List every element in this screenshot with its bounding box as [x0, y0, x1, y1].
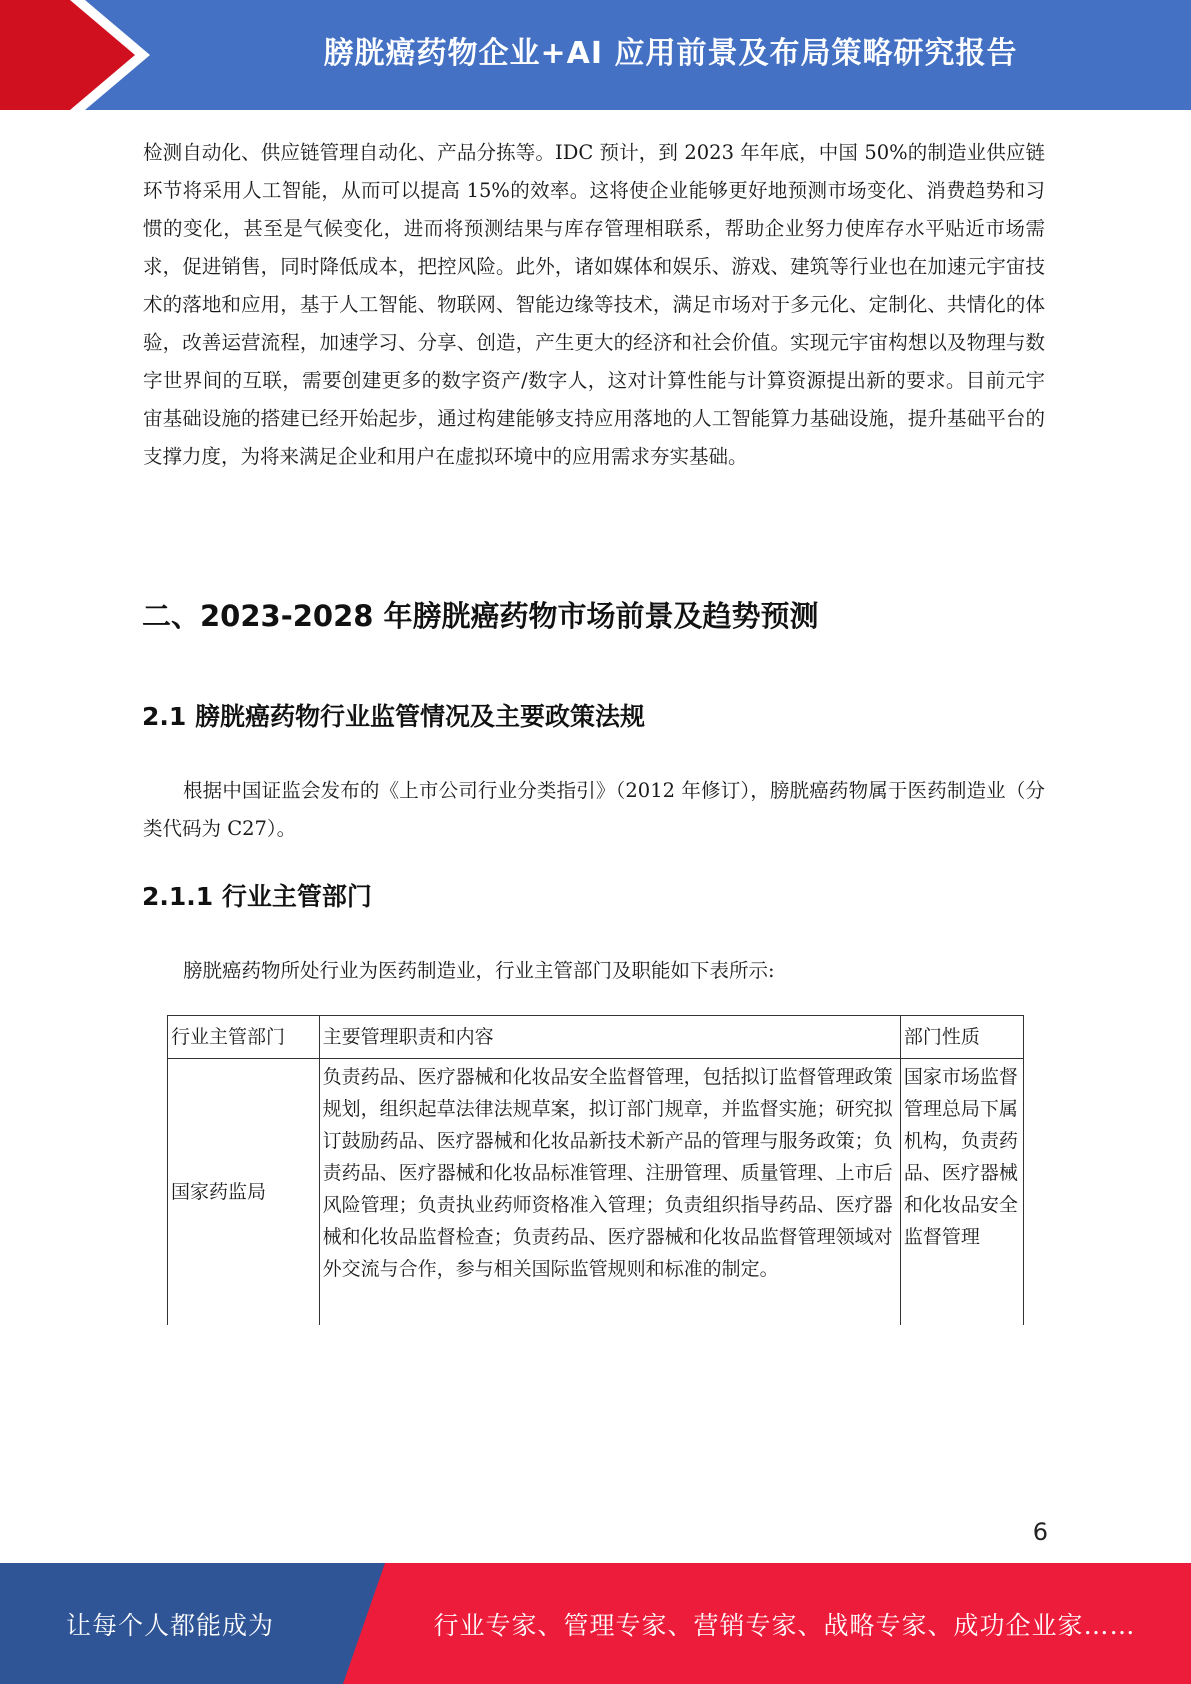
report-footer [0, 1563, 1191, 1684]
subsub-paragraph: 膀胱癌药物所处行业为医药制造业，行业主管部门及职能如下表所示: [183, 959, 775, 982]
table-row [168, 1059, 1024, 1326]
page-number: 6 [1032, 1518, 1048, 1546]
table-cell-duties: 负责药品、医疗器械和化妆品安全监督管理，包括拟订监督管理政策规划，组织起草法律法规草案，拟订部门规章，并监督实施；研究拟订鼓励药品、医疗器械和化妆品新技术新产品的管理与服务政策；负责药品、医疗器械和化妆品标准管理、注册管理、质量管理、上市后风险管理；负责执业药师资格准入管理；负责组织指导药品、医疗器械和化妆品监督检查；负责药品、医疗器械和化妆品监督管理领域对外交流与合作，参与相关国际监管规则和标准的制定。 [319, 1059, 900, 1326]
table-header-dept: 行业主管部门 [168, 1016, 320, 1059]
intro-paragraph: 检测自动化、供应链管理自动化、产品分拣等。IDC 预计，到 2023 年年底，中国 50%的制造业供应链环节将采用人工智能，从而可以提高 15%的效率。这将使企业能够更好地预测市场变化、消费趋势和习惯的变化，甚至是气候变化，进而将预测结果与库存管理相联系，帮助企业努力使库存水平贴近市场需求，促进销售，同时降低成本，把控风险。此外，诸如媒体和娱乐、游戏、建筑等行业也在加速元宇宙技术的落地和应用，基于人工智能、物联网、智能边缘等技术，满足市场对于多元化、定制化、共情化的体验，改善运营流程，加速学习、分享、创造，产生更大的经济和社会价值。实现元宇宙构想以及物理与数字世界间的互联，需要创建更多的数字资产/数字人，这对计算性能与计算资源提出新的要求。目前元宇宙基础设施的搭建已经开始起步，通过构建能够支持应用落地的人工智能算力基础设施，提升基础平台的支撑力度，为将来满足企业和用户在虚拟环境中的应用需求夯实基础。 [143, 141, 1045, 468]
table-cell-nature: 国家市场监督管理总局下属机构，负责药品、医疗器械和化妆品安全监督管理 [900, 1059, 1023, 1326]
footer-slogan-left: 让每个人都能成为 [65, 1610, 274, 1640]
report-title: 膀胱癌药物企业+AI 应用前景及布局策略研究报告 [323, 36, 1018, 71]
report-header [0, 0, 1191, 110]
sub-heading: 2.1 膀胱癌药物行业监管情况及主要政策法规 [142, 702, 645, 731]
table-header-duties: 主要管理职责和内容 [319, 1016, 900, 1059]
department-table [167, 1015, 1024, 1325]
table-header-nature: 部门性质 [900, 1016, 1023, 1059]
section-heading: 二、2023-2028 年膀胱癌药物市场前景及趋势预测 [142, 599, 819, 633]
table-header-row [168, 1016, 1024, 1059]
table-cell-dept: 国家药监局 [168, 1059, 320, 1326]
subsub-heading: 2.1.1 行业主管部门 [142, 882, 372, 911]
sub-paragraph: 根据中国证监会发布的《上市公司行业分类指引》（2012 年修订），膀胱癌药物属于医药制造业（分类代码为 C27）。 [143, 779, 1045, 840]
footer-slogan-right: 行业专家、管理专家、营销专家、战略专家、成功企业家…… [433, 1610, 1136, 1640]
